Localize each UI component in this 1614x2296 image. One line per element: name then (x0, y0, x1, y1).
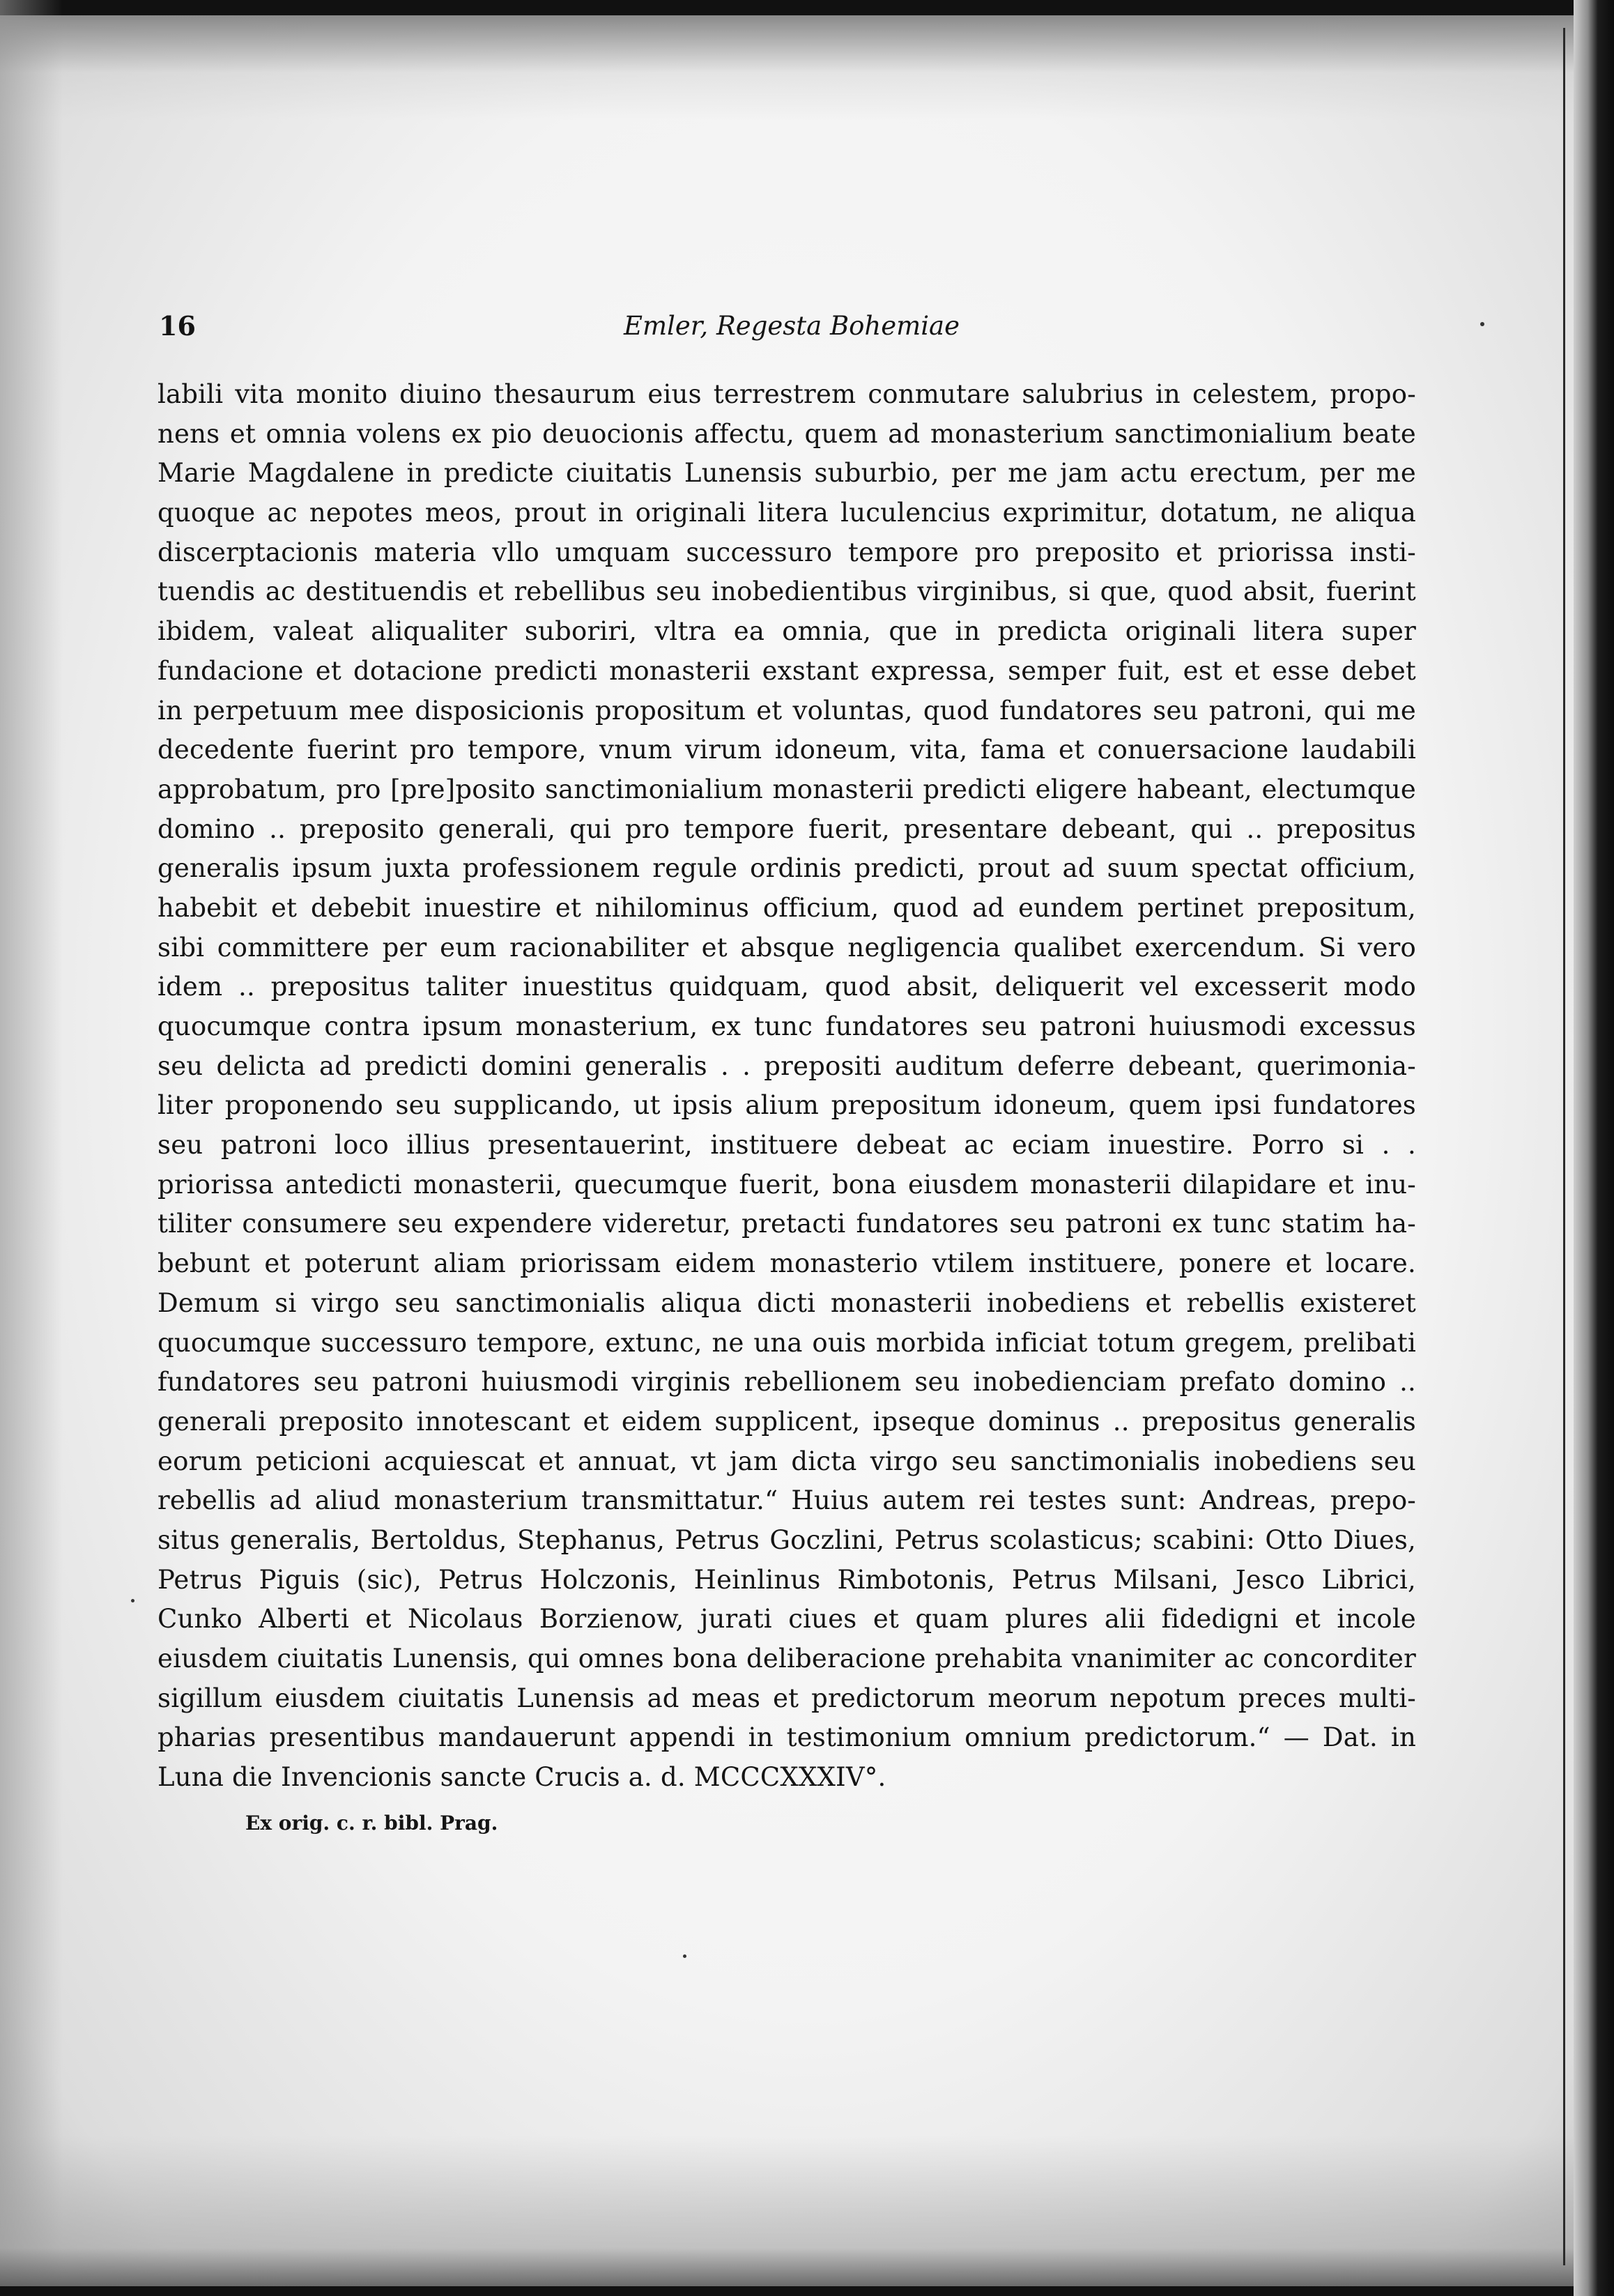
text-line: eorum peticioni acquiescat et annuat, vt jam dicta virgo seu sanctimonialis inobediens seu (157, 1446, 1416, 1476)
page-number: 16 (159, 310, 196, 342)
text-line: Petrus Piguis (sic), Petrus Holczonis, Heinlinus Rimbotonis, Petrus Milsani, Jesco Librici, (157, 1564, 1416, 1595)
header-separator: , (700, 311, 716, 341)
text-line: situs generalis, Bertoldus, Stephanus, Petrus Goczlini, Petrus scolasticus; scabini: Otto Diues, (157, 1524, 1416, 1555)
source-note: Ex orig. c. r. bibl. Prag. (245, 1812, 498, 1835)
text-line: generali preposito innotescant et eidem supplicent, ipseque dominus .. prepositus generalis (157, 1406, 1416, 1437)
text-line: seu delicta ad predicti domini generalis . . prepositi auditum deferre debeant, querimonia- (157, 1050, 1416, 1081)
text-line: fundatores seu patroni huiusmodi virginis rebellionem seu inobedienciam prefato domino .. (157, 1367, 1416, 1398)
text-line: ibidem, valeat aliqualiter suboriri, vltra ea omnia, que in predicta originali litera super (157, 616, 1416, 647)
text-line: Demum si virgo seu sanctimonialis aliqua dicti monasterii inobediens et rebellis existeret (157, 1287, 1416, 1318)
text-line: quocumque contra ipsum monasterium, ex tunc fundatores seu patroni huiusmodi excessus (157, 1011, 1416, 1041)
text-line: priorissa antedicti monasterii, quecumque fuerit, bona eiusdem monasterii dilapidare et inu- (157, 1169, 1416, 1200)
scan-top-edge (0, 0, 1614, 15)
text-line: eiusdem ciuitatis Lunensis, qui omnes bona deliberacione prehabita vnanimiter ac concorditer (157, 1644, 1416, 1674)
header-author: Emler (623, 311, 700, 341)
running-header (159, 307, 1424, 346)
text-line: in perpetuum mee disposicionis propositum et voluntas, quod fundatores seu patroni, qui me (157, 695, 1416, 726)
text-line: quocumque successuro tempore, extunc, ne una ouis morbida inficiat totum gregem, prelibati (157, 1327, 1416, 1358)
text-line: labili vita monito diuino thesaurum eius terrestrem conmutare salubrius in celestem, propo- (157, 379, 1416, 409)
text-line: Marie Magdalene in predicte ciuitatis Lunensis suburbio, per me jam actu erectum, per me (157, 458, 1416, 489)
speck-mark (131, 1599, 134, 1602)
text-line: generalis ipsum juxta professionem regule ordinis predicti, prout ad suum spectat officium, (157, 853, 1416, 884)
text-line: seu patroni loco illius presentauerint, instituere debeat ac eciam inuestire. Porro si . . (157, 1130, 1416, 1161)
text-line: domino .. preposito generali, qui pro tempore fuerit, presentare debeant, qui .. prepositus (157, 813, 1416, 844)
text-line: discerptacionis materia vllo umquam successuro tempore pro preposito et priorissa insti- (157, 537, 1416, 567)
speck-mark (683, 1954, 686, 1958)
text-line: fundacione et dotacione predicti monasterii exstant expressa, semper fuit, est et esse debet (157, 655, 1416, 686)
scan-bottom-shadow (0, 2136, 1614, 2296)
text-line: sibi committere per eum racionabiliter et absque negligencia qualibet exercendum. Si vero (157, 932, 1416, 963)
text-line: tiliter consumere seu expendere videretur, pretacti fundatores seu patroni ex tunc statim ha- (157, 1209, 1416, 1239)
header-title: Regesta Bohemiae (716, 311, 960, 341)
book-binding-edge (1574, 0, 1614, 2296)
scan-bottom-edge (0, 2286, 1614, 2296)
scan-top-shadow (0, 15, 1614, 120)
text-line: quoque ac nepotes meos, prout in originali litera luculencius exprimitur, dotatum, ne aliqua (157, 498, 1416, 528)
text-line: Luna die Invencionis sancte Crucis a. d. MCCCXXXIV°. (157, 1762, 886, 1793)
text-line: decedente fuerint pro tempore, vnum virum idoneum, vita, fama et conuersacione laudabili (157, 735, 1416, 765)
running-title (159, 307, 1424, 346)
text-line: approbatum, pro [pre]posito sanctimonialium monasterii predicti eligere habeant, electumque (157, 774, 1416, 804)
text-line: habebit et debebit inuestire et nihilominus officium, quod ad eundem pertinet prepositum, (157, 892, 1416, 923)
text-line: rebellis ad aliud monasterium transmittatur.“ Huius autem rei testes sunt: Andreas, prepo- (157, 1485, 1416, 1516)
text-line: nens et omnia volens ex pio deuocionis affectu, quem ad monasterium sanctimonialium beate (157, 418, 1416, 449)
text-line: sigillum eiusdem ciuitatis Lunensis ad meas et predictorum meorum nepotum preces multi- (157, 1683, 1416, 1713)
text-line: liter proponendo seu supplicando, ut ipsis alium prepositum idoneum, quem ipsi fundatores (157, 1090, 1416, 1121)
text-line: idem .. prepositus taliter inuestitus quidquam, quod absit, deliquerit vel excesserit modo (157, 972, 1416, 1002)
scan-left-shadow (0, 0, 63, 2296)
text-line: Cunko Alberti et Nicolaus Borzienow, jurati ciues et quam plures alii fidedigni et incole (157, 1604, 1416, 1635)
document-body (157, 375, 1416, 1798)
binding-rule (1563, 28, 1565, 2265)
text-line: bebunt et poterunt aliam priorissam eidem monasterio vtilem instituere, ponere et locare. (157, 1248, 1416, 1279)
speck-mark (1480, 322, 1484, 326)
text-line: pharias presentibus mandauerunt appendi in testimonium omnium predictorum.“ — Dat. in (157, 1722, 1416, 1753)
text-line: tuendis ac destituendis et rebellibus seu inobedientibus virginibus, si que, quod absit, fuerint (157, 576, 1416, 607)
